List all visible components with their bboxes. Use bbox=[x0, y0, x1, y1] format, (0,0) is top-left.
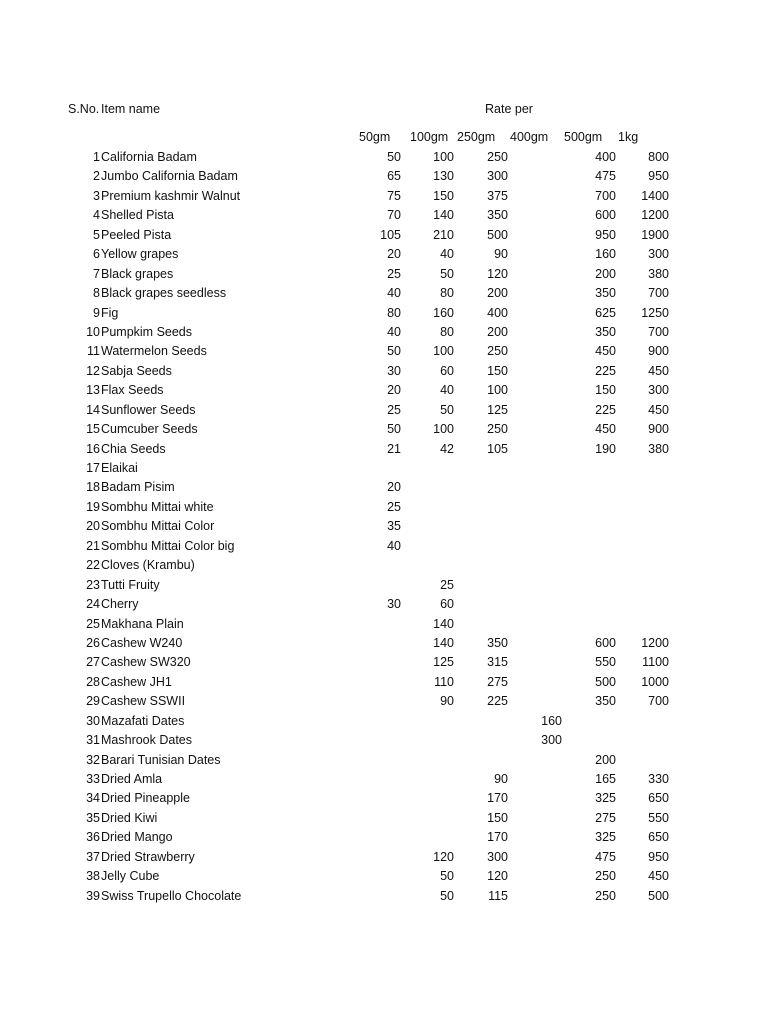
price-100gm: 60 bbox=[440, 597, 454, 612]
item-name: Dried Kiwi bbox=[101, 810, 158, 825]
item-name: Elaikai bbox=[101, 461, 138, 475]
serial-number: 12 bbox=[86, 363, 100, 378]
item-name: California Badam bbox=[101, 150, 197, 164]
price-250gm: 300 bbox=[487, 849, 508, 864]
serial-number: 7 bbox=[93, 266, 100, 281]
price-50gm: 40 bbox=[387, 324, 401, 339]
price-50gm: 20 bbox=[387, 247, 401, 262]
price-250gm: 90 bbox=[494, 247, 508, 262]
table-row bbox=[0, 770, 768, 789]
price-50gm: 20 bbox=[387, 383, 401, 398]
price-500gm: 350 bbox=[595, 694, 616, 709]
price-50gm: 105 bbox=[380, 227, 401, 242]
price-500gm: 500 bbox=[595, 674, 616, 689]
price-1kg: 450 bbox=[648, 402, 669, 417]
price-1kg: 1200 bbox=[641, 635, 669, 650]
table-row bbox=[0, 731, 768, 750]
table-row bbox=[0, 828, 768, 847]
price-1kg: 800 bbox=[648, 150, 669, 164]
table-row bbox=[0, 420, 768, 439]
table-row bbox=[0, 148, 768, 167]
sno-header: S.No. bbox=[68, 102, 100, 116]
price-250gm: 90 bbox=[494, 772, 508, 786]
item-name: Dried Mango bbox=[101, 830, 173, 845]
col-header-400gm: 400gm bbox=[510, 130, 549, 144]
col-header-1kg: 1kg bbox=[618, 130, 639, 144]
serial-number: 28 bbox=[86, 674, 100, 689]
price-100gm: 80 bbox=[440, 286, 454, 301]
item-name: Jumbo California Badam bbox=[101, 169, 238, 184]
price-250gm: 250 bbox=[487, 422, 508, 437]
price-50gm: 35 bbox=[387, 519, 401, 534]
price-1kg: 330 bbox=[648, 772, 669, 786]
item-name: Dried Amla bbox=[101, 772, 163, 786]
item-name: Sunflower Seeds bbox=[101, 402, 196, 417]
price-500gm: 350 bbox=[595, 324, 616, 339]
table-row bbox=[0, 226, 768, 245]
price-50gm: 25 bbox=[387, 402, 401, 417]
item-name: Dried Pineapple bbox=[101, 791, 190, 806]
table-row bbox=[0, 401, 768, 420]
price-250gm: 200 bbox=[487, 324, 508, 339]
price-250gm: 350 bbox=[487, 208, 508, 223]
price-250gm: 105 bbox=[487, 441, 508, 456]
price-250gm: 250 bbox=[487, 150, 508, 164]
item-name: Cashew SW320 bbox=[101, 655, 191, 670]
price-50gm: 25 bbox=[387, 499, 401, 514]
item-name: Yellow grapes bbox=[101, 247, 179, 262]
item-name: Swiss Trupello Chocolate bbox=[101, 888, 242, 903]
table-row bbox=[0, 478, 768, 497]
price-100gm: 125 bbox=[433, 655, 454, 670]
table-row bbox=[0, 634, 768, 653]
serial-number: 32 bbox=[86, 752, 100, 767]
price-1kg: 450 bbox=[648, 363, 669, 378]
table-row bbox=[0, 167, 768, 186]
item-name: Sombhu Mittai white bbox=[101, 499, 214, 514]
price-250gm: 350 bbox=[487, 635, 508, 650]
price-500gm: 150 bbox=[595, 383, 616, 398]
item-name: Fig bbox=[101, 305, 119, 320]
table-row bbox=[0, 751, 768, 770]
table-row bbox=[0, 206, 768, 225]
serial-number: 39 bbox=[86, 888, 100, 903]
serial-number: 13 bbox=[86, 383, 100, 398]
table-row bbox=[0, 284, 768, 303]
serial-number: 37 bbox=[86, 849, 100, 864]
price-500gm: 600 bbox=[595, 635, 616, 650]
price-1kg: 1250 bbox=[641, 305, 669, 320]
price-250gm: 170 bbox=[487, 830, 508, 845]
table-row bbox=[0, 323, 768, 342]
item-name: Chia Seeds bbox=[101, 441, 166, 456]
price-500gm: 450 bbox=[595, 344, 616, 359]
table-row bbox=[0, 556, 768, 575]
price-250gm: 275 bbox=[487, 674, 508, 689]
item-name: Cloves (Krambu) bbox=[101, 558, 195, 573]
item-name: Sombhu Mittai Color big bbox=[101, 538, 235, 553]
table-row bbox=[0, 265, 768, 284]
item-name: Black grapes bbox=[101, 266, 174, 281]
table-row bbox=[0, 187, 768, 206]
serial-number: 23 bbox=[86, 577, 100, 592]
table-row bbox=[0, 712, 768, 731]
table-row bbox=[0, 498, 768, 517]
price-100gm: 90 bbox=[440, 694, 454, 709]
price-500gm: 700 bbox=[595, 188, 616, 203]
item-name: Cherry bbox=[101, 597, 139, 612]
price-1kg: 450 bbox=[648, 869, 669, 884]
price-100gm: 160 bbox=[433, 305, 454, 320]
serial-number: 33 bbox=[86, 772, 100, 786]
price-1kg: 1100 bbox=[642, 655, 669, 670]
col-header-50gm: 50gm bbox=[359, 130, 391, 144]
serial-number: 27 bbox=[86, 655, 100, 670]
price-100gm: 100 bbox=[433, 150, 454, 164]
table-row bbox=[0, 517, 768, 536]
item-name: Cashew JH1 bbox=[101, 674, 172, 689]
serial-number: 38 bbox=[86, 869, 100, 884]
serial-number: 24 bbox=[86, 597, 100, 612]
price-500gm: 475 bbox=[595, 169, 616, 184]
price-1kg: 550 bbox=[648, 810, 669, 825]
price-500gm: 225 bbox=[595, 363, 616, 378]
price-400gm: 160 bbox=[541, 713, 562, 728]
price-1kg: 700 bbox=[648, 286, 669, 301]
item-name: Peeled Pista bbox=[101, 227, 172, 242]
price-100gm: 50 bbox=[440, 402, 454, 417]
price-1kg: 1200 bbox=[641, 208, 669, 223]
price-100gm: 25 bbox=[440, 577, 454, 592]
item-name: Cashew W240 bbox=[101, 635, 183, 650]
serial-number: 15 bbox=[86, 422, 100, 437]
price-250gm: 115 bbox=[488, 888, 508, 903]
price-50gm: 50 bbox=[387, 150, 401, 164]
table-row bbox=[0, 362, 768, 381]
price-50gm: 40 bbox=[387, 286, 401, 301]
price-100gm: 50 bbox=[440, 869, 454, 884]
item-name: Black grapes seedless bbox=[101, 286, 227, 301]
table-row bbox=[0, 304, 768, 323]
price-100gm: 50 bbox=[440, 266, 454, 281]
price-1kg: 650 bbox=[648, 830, 669, 845]
price-250gm: 120 bbox=[487, 266, 508, 281]
table-row bbox=[0, 848, 768, 867]
price-1kg: 1900 bbox=[641, 227, 669, 242]
price-1kg: 900 bbox=[648, 422, 669, 437]
serial-number: 6 bbox=[93, 247, 100, 262]
serial-number: 9 bbox=[93, 305, 100, 320]
price-500gm: 200 bbox=[595, 266, 616, 281]
item-name: Barari Tunisian Dates bbox=[101, 752, 221, 767]
serial-number: 25 bbox=[86, 616, 100, 631]
price-500gm: 250 bbox=[595, 888, 616, 903]
item-name: Shelled Pista bbox=[101, 208, 174, 223]
price-500gm: 325 bbox=[595, 791, 616, 806]
item-name: Sombhu Mittai Color bbox=[101, 519, 215, 534]
price-250gm: 400 bbox=[487, 305, 508, 320]
price-100gm: 40 bbox=[440, 247, 454, 262]
serial-number: 36 bbox=[86, 830, 100, 845]
serial-number: 4 bbox=[93, 208, 100, 223]
table-row bbox=[0, 692, 768, 711]
serial-number: 29 bbox=[86, 694, 100, 709]
table-row bbox=[0, 789, 768, 808]
serial-number: 8 bbox=[93, 286, 100, 301]
price-1kg: 700 bbox=[648, 694, 669, 709]
item-name: Mashrook Dates bbox=[101, 733, 193, 748]
price-50gm: 50 bbox=[387, 422, 401, 437]
serial-number: 30 bbox=[86, 713, 100, 728]
price-100gm: 40 bbox=[440, 383, 454, 398]
serial-number: 5 bbox=[93, 227, 100, 242]
price-250gm: 125 bbox=[487, 402, 508, 417]
item-name: Cashew SSWII bbox=[101, 694, 186, 709]
price-500gm: 325 bbox=[595, 830, 616, 845]
price-1kg: 380 bbox=[648, 266, 669, 281]
price-1kg: 900 bbox=[648, 344, 669, 359]
price-100gm: 140 bbox=[433, 635, 454, 650]
price-100gm: 140 bbox=[433, 208, 454, 223]
price-table bbox=[0, 148, 768, 906]
price-100gm: 42 bbox=[440, 441, 454, 456]
price-250gm: 100 bbox=[487, 383, 508, 398]
item-name: Tutti Fruity bbox=[101, 577, 160, 592]
price-500gm: 160 bbox=[595, 247, 616, 262]
price-500gm: 625 bbox=[595, 305, 616, 320]
item-name-header: Item name bbox=[101, 102, 161, 116]
serial-number: 19 bbox=[86, 499, 100, 514]
price-250gm: 150 bbox=[487, 810, 508, 825]
price-250gm: 225 bbox=[487, 694, 508, 709]
table-row bbox=[0, 595, 768, 614]
price-1kg: 500 bbox=[648, 888, 669, 903]
table-row bbox=[0, 867, 768, 886]
price-1kg: 950 bbox=[648, 849, 669, 864]
serial-number: 2 bbox=[93, 169, 100, 184]
price-500gm: 400 bbox=[595, 150, 616, 164]
price-100gm: 210 bbox=[433, 227, 454, 242]
price-50gm: 30 bbox=[387, 597, 401, 612]
price-1kg: 300 bbox=[648, 383, 669, 398]
price-500gm: 250 bbox=[595, 869, 616, 884]
price-100gm: 110 bbox=[434, 674, 454, 689]
serial-number: 35 bbox=[86, 810, 100, 825]
price-100gm: 100 bbox=[433, 422, 454, 437]
price-250gm: 120 bbox=[487, 869, 508, 884]
price-250gm: 200 bbox=[487, 286, 508, 301]
item-name: Pumpkim Seeds bbox=[101, 324, 193, 339]
price-500gm: 600 bbox=[595, 208, 616, 223]
price-500gm: 475 bbox=[595, 849, 616, 864]
table-row bbox=[0, 809, 768, 828]
serial-number: 26 bbox=[86, 635, 100, 650]
price-50gm: 80 bbox=[387, 305, 401, 320]
item-name: Sabja Seeds bbox=[101, 363, 172, 378]
table-row bbox=[0, 381, 768, 400]
price-100gm: 80 bbox=[440, 324, 454, 339]
price-100gm: 150 bbox=[433, 188, 454, 203]
price-1kg: 1000 bbox=[641, 674, 669, 689]
table-row bbox=[0, 245, 768, 264]
col-header-250gm: 250gm bbox=[457, 130, 496, 144]
price-50gm: 70 bbox=[387, 208, 401, 223]
item-name: Makhana Plain bbox=[101, 616, 184, 631]
price-1kg: 300 bbox=[648, 247, 669, 262]
item-name: Dried Strawberry bbox=[101, 849, 195, 864]
price-250gm: 300 bbox=[487, 169, 508, 184]
table-row bbox=[0, 459, 768, 478]
col-header-100gm: 100gm bbox=[410, 130, 449, 144]
price-250gm: 250 bbox=[487, 344, 508, 359]
table-row bbox=[0, 440, 768, 459]
price-500gm: 190 bbox=[595, 441, 616, 456]
item-name: Jelly Cube bbox=[101, 869, 160, 884]
price-500gm: 950 bbox=[595, 227, 616, 242]
table-row bbox=[0, 576, 768, 595]
item-name: Cumcuber Seeds bbox=[101, 422, 198, 437]
serial-number: 20 bbox=[86, 519, 100, 534]
table-row bbox=[0, 342, 768, 361]
price-1kg: 950 bbox=[648, 169, 669, 184]
item-name: Flax Seeds bbox=[101, 383, 164, 398]
price-50gm: 65 bbox=[387, 169, 401, 184]
price-500gm: 200 bbox=[595, 752, 616, 767]
price-500gm: 350 bbox=[595, 286, 616, 301]
price-50gm: 21 bbox=[387, 441, 401, 456]
price-400gm: 300 bbox=[541, 733, 562, 748]
price-1kg: 650 bbox=[648, 791, 669, 806]
table-row bbox=[0, 615, 768, 634]
price-250gm: 150 bbox=[487, 363, 508, 378]
serial-number: 17 bbox=[86, 461, 100, 475]
price-100gm: 100 bbox=[433, 344, 454, 359]
serial-number: 3 bbox=[93, 188, 100, 203]
table-row bbox=[0, 673, 768, 692]
price-500gm: 450 bbox=[595, 422, 616, 437]
serial-number: 31 bbox=[86, 733, 100, 748]
item-name: Watermelon Seeds bbox=[101, 344, 207, 359]
col-header-500gm: 500gm bbox=[564, 130, 603, 144]
rate-per-header: Rate per bbox=[485, 102, 533, 116]
price-50gm: 30 bbox=[387, 363, 401, 378]
item-name: Mazafati Dates bbox=[101, 713, 185, 728]
price-50gm: 50 bbox=[387, 344, 401, 359]
serial-number: 10 bbox=[86, 324, 100, 339]
price-1kg: 1400 bbox=[641, 188, 669, 203]
item-name: Premium kashmir Walnut bbox=[101, 188, 241, 203]
price-50gm: 20 bbox=[387, 480, 401, 495]
serial-number: 11 bbox=[87, 344, 100, 359]
price-1kg: 700 bbox=[648, 324, 669, 339]
serial-number: 21 bbox=[86, 538, 100, 553]
price-50gm: 40 bbox=[387, 538, 401, 553]
serial-number: 18 bbox=[86, 480, 100, 495]
serial-number: 14 bbox=[86, 402, 100, 417]
serial-number: 34 bbox=[86, 791, 100, 806]
table-row bbox=[0, 653, 768, 672]
serial-number: 1 bbox=[93, 150, 100, 164]
item-name: Badam Pisim bbox=[101, 480, 175, 495]
price-250gm: 375 bbox=[487, 188, 508, 203]
price-100gm: 140 bbox=[433, 616, 454, 631]
price-250gm: 170 bbox=[487, 791, 508, 806]
price-100gm: 120 bbox=[433, 849, 454, 864]
table-row bbox=[0, 887, 768, 906]
price-250gm: 315 bbox=[487, 655, 508, 670]
price-50gm: 25 bbox=[387, 266, 401, 281]
price-1kg: 380 bbox=[648, 441, 669, 456]
serial-number: 16 bbox=[86, 441, 100, 456]
price-500gm: 550 bbox=[595, 655, 616, 670]
serial-number: 22 bbox=[86, 558, 100, 573]
price-500gm: 165 bbox=[595, 772, 616, 786]
table-row bbox=[0, 537, 768, 556]
price-250gm: 500 bbox=[487, 227, 508, 242]
price-50gm: 75 bbox=[387, 188, 401, 203]
price-500gm: 225 bbox=[595, 402, 616, 417]
price-100gm: 60 bbox=[440, 363, 454, 378]
price-500gm: 275 bbox=[595, 810, 616, 825]
price-100gm: 50 bbox=[440, 888, 454, 903]
price-100gm: 130 bbox=[433, 169, 454, 184]
